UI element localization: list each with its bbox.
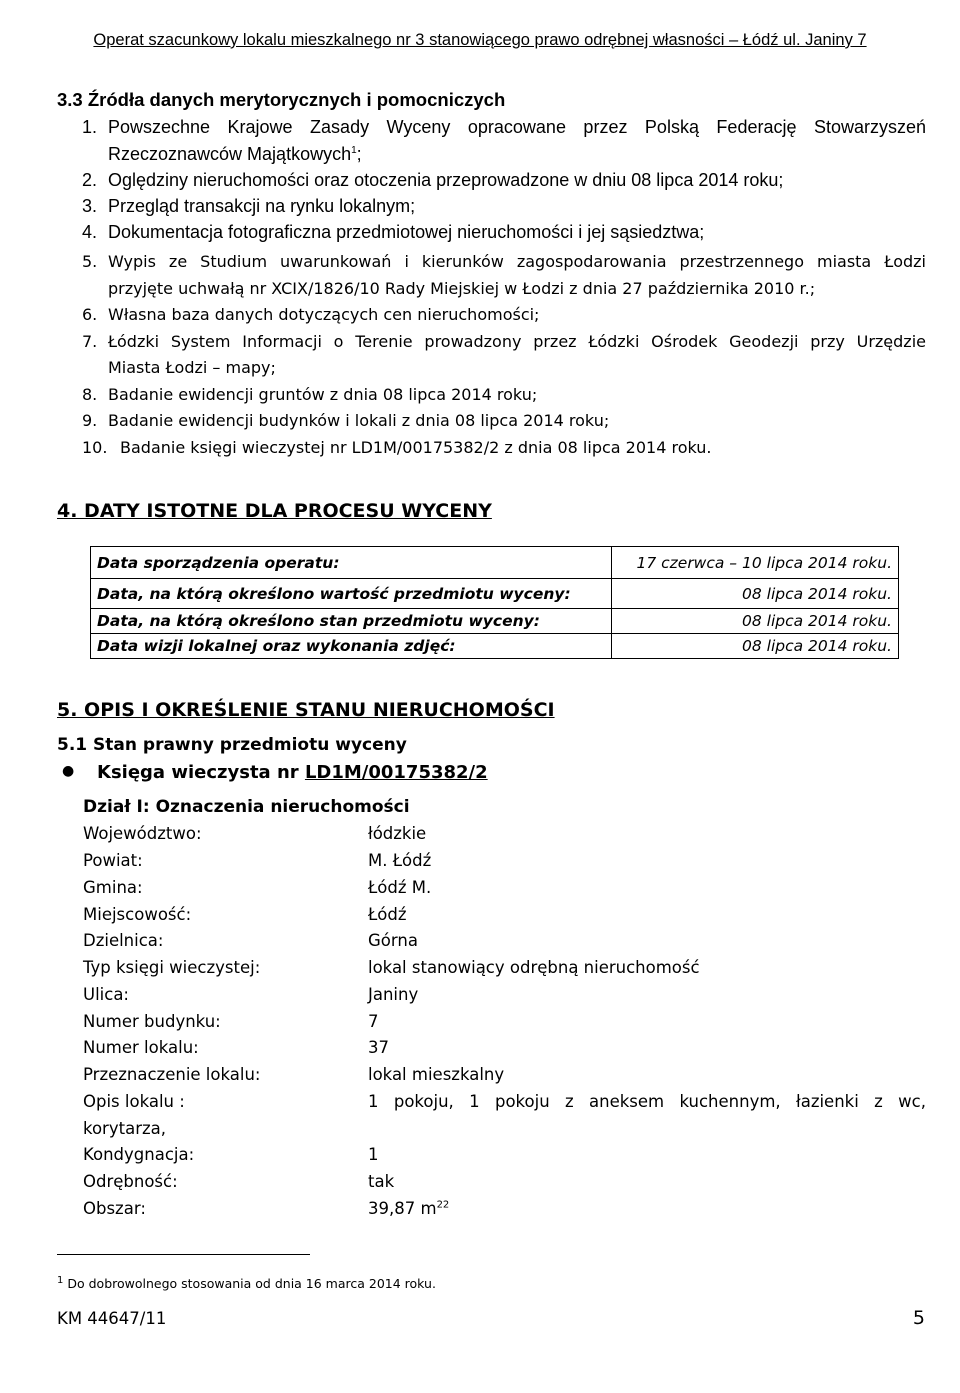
source-item-5-line2: przyjęte uchwałą nr XCIX/1826/10 Rady Miejskiej w Łodzi z dnia 27 października 2010 r.; <box>108 279 816 298</box>
property-value: Łódź <box>368 905 407 924</box>
source-item-5: 5. <box>82 252 98 271</box>
section-5-title: 5. OPIS I OKREŚLENIE STANU NIERUCHOMOŚCI <box>57 699 555 721</box>
date-label: Data, na którą określono wartość przedmiotu wyceny: <box>91 579 612 609</box>
source-item-1-line2: Rzeczoznawców Majątkowych$^1$; <box>108 144 362 164</box>
item-number: 1. <box>82 117 98 137</box>
table-row <box>91 547 899 579</box>
property-value-continued: korytarza, <box>83 1119 166 1138</box>
property-label: Gmina: <box>83 878 143 897</box>
source-item-4: 4. Dokumentacja fotograficzna przedmiotowej nieruchomości i jej sąsiedztwa; <box>82 222 705 242</box>
source-item-6: 6. Własna baza danych dotyczących cen nieruchomości; <box>82 305 540 324</box>
property-value: lokal mieszkalny <box>368 1065 505 1084</box>
footnote-ref: 1 <box>351 145 357 156</box>
property-label: Numer lokalu: <box>83 1038 199 1057</box>
property-label: Opis lokalu : <box>83 1092 185 1111</box>
property-label: Dzielnica: <box>83 931 164 950</box>
property-value: Janiny <box>368 985 419 1004</box>
page-number: 5 <box>912 1307 925 1329</box>
property-value: lokal stanowiący odrębną nieruchomość <box>368 958 700 977</box>
source-item-9: 9. Badanie ewidencji budynków i lokali z dnia 08 lipca 2014 roku; <box>82 411 610 430</box>
date-label: Data sporządzenia operatu: <box>91 547 612 579</box>
section-5-1-title: 5.1 Stan prawny przedmiotu wyceny <box>57 735 407 755</box>
date-value: 08 lipca 2014 roku. <box>612 634 899 659</box>
property-value: 1 <box>368 1145 379 1164</box>
page-header: Operat szacunkowy lokalu mieszkalnego nr 3 stanowiącego prawo odrębnej własności – Łódź ul. Janiny 7 <box>93 31 867 49</box>
footnote <box>57 1276 436 1291</box>
property-value: Łódź M. <box>368 878 432 897</box>
date-value: 08 lipca 2014 roku. <box>612 579 899 609</box>
source-item-5-line1: Wypis ze Studium uwarunkowań i kierunków zagospodarowania przestrzennego miasta Łodzi <box>108 252 926 271</box>
date-value: 08 lipca 2014 roku. <box>612 609 899 634</box>
property-value: M. Łódź <box>368 851 432 870</box>
property-value: tak <box>368 1172 395 1191</box>
table-row <box>91 634 899 659</box>
date-label: Data, na którą określono stan przedmiotu wyceny: <box>91 609 612 634</box>
source-item-1 <box>82 117 97 138</box>
property-label: Miejscowość: <box>83 905 192 924</box>
property-label: Numer budynku: <box>83 1012 221 1031</box>
key-dates-table <box>90 546 899 659</box>
property-label: Kondygnacja: <box>83 1145 195 1164</box>
property-label: Powiat: <box>83 851 143 870</box>
source-item-1-line1: Powszechne Krajowe Zasady Wyceny opracowane przez Polską Federację Stowarzyszeń <box>108 117 926 137</box>
source-item-10: 10. Badanie księgi wieczystej nr LD1M/00175382/2 z dnia 08 lipca 2014 roku. <box>82 438 712 457</box>
property-label: Ulica: <box>83 985 129 1004</box>
property-value: łódzkie <box>368 824 427 843</box>
property-label: Odrębność: <box>83 1172 178 1191</box>
property-label: Województwo: <box>83 824 202 843</box>
property-label: Obszar: <box>83 1199 146 1218</box>
property-label: Typ księgi wieczystej: <box>83 958 261 977</box>
property-label: Przeznaczenie lokalu: <box>83 1065 261 1084</box>
footnote-text: Do dobrowolnego stosowania od dnia 16 marca 2014 roku. <box>67 1276 436 1291</box>
property-value: 7 <box>368 1012 379 1031</box>
property-value: 1 pokoju, 1 pokoju z aneksem kuchennym, łazienki z wc, <box>368 1092 926 1111</box>
section-4-title: 4. DATY ISTOTNE DLA PROCESU WYCENY <box>57 500 492 522</box>
source-item-7-line2: Miasta Łodzi – mapy; <box>108 358 276 377</box>
source-item-2: 2. Oględziny nieruchomości oraz otoczenia przeprowadzone w dniu 08 lipca 2014 roku; <box>82 170 784 190</box>
land-register-number: LD1M/00175382/2 <box>304 762 488 783</box>
footnote-number: 1 <box>57 1274 64 1286</box>
date-value: 17 czerwca – 10 lipca 2014 roku. <box>612 547 899 579</box>
property-value: Górna <box>368 931 418 950</box>
property-value: 39,87 $m^{22}$ <box>368 1199 450 1218</box>
bullet-icon: ● <box>62 763 75 779</box>
source-item-7: 7. <box>82 332 98 351</box>
source-item-8: 8. Badanie ewidencji gruntów z dnia 08 lipca 2014 roku; <box>82 385 538 404</box>
section-dzial-title: Dział I: Oznaczenia nieruchomości <box>83 797 410 817</box>
table-row <box>91 609 899 634</box>
footnote-separator <box>57 1254 310 1255</box>
date-label: Data wizji lokalnej oraz wykonania zdjęć: <box>91 634 612 659</box>
area-unit-superscript: 22 <box>436 1199 450 1211</box>
property-value: 37 <box>368 1038 389 1057</box>
section-3-3-title: 3.3 Źródła danych merytorycznych i pomocniczych <box>57 89 506 110</box>
source-item-7-line1: Łódzki System Informacji o Terenie prowadzony przez Łódzki Ośrodek Geodezji przy Urzędzie <box>108 332 926 351</box>
source-item-3: 3. Przegląd transakcji na rynku lokalnym; <box>82 196 416 216</box>
table-row <box>91 579 899 609</box>
document-id: KM 44647/11 <box>57 1309 167 1328</box>
land-register-heading: Księga wieczysta nr LD1M/00175382/2 <box>97 762 488 783</box>
